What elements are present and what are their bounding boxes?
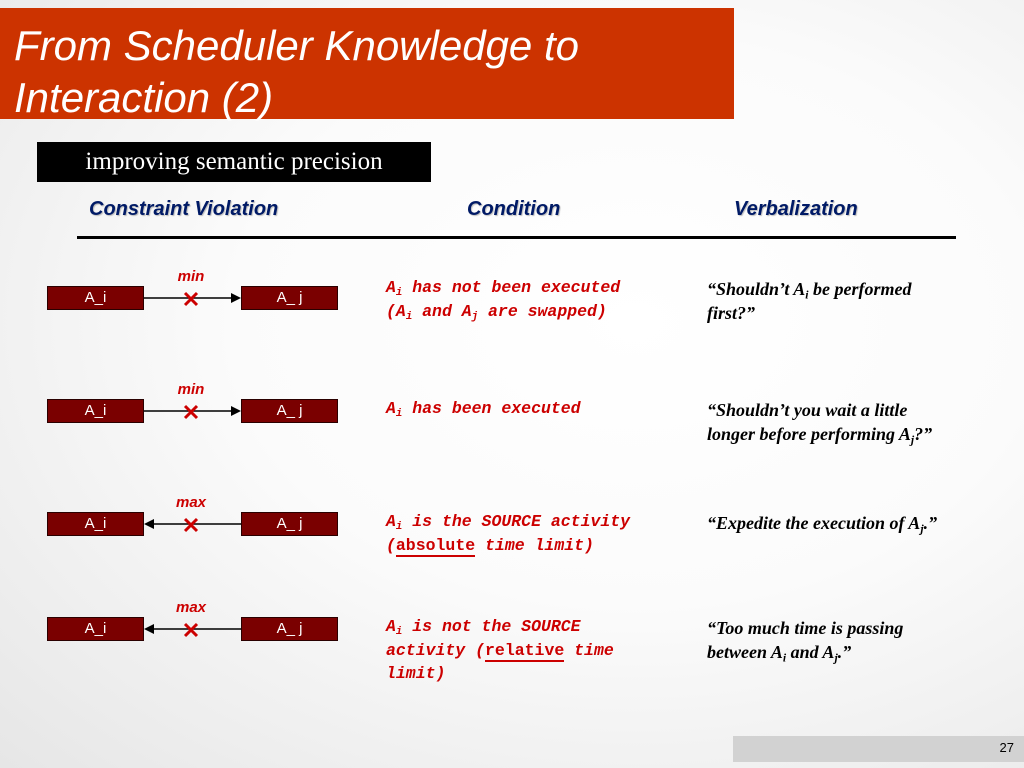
constraint-label: min xyxy=(177,381,205,398)
subtitle-box xyxy=(37,142,431,182)
header-divider xyxy=(77,236,956,239)
header-condition: Condition xyxy=(467,198,561,220)
footer-bar xyxy=(733,736,1024,762)
activity-box-right: A_ j xyxy=(241,286,338,310)
slide-title-line2: Interaction (2) xyxy=(14,74,274,121)
verbalization-text: “Shouldn’t you wait a little longer before performing $A_j$?” xyxy=(707,400,933,447)
constraint-diagram xyxy=(40,494,350,554)
cross-icon xyxy=(40,381,350,441)
underlined-term: absolute xyxy=(395,535,476,555)
header-verbalization: Verbalization xyxy=(734,198,858,220)
condition-text: $A_i$ is the SOURCE activity (absolute time limit) xyxy=(386,512,631,555)
subtitle: improving semantic precision xyxy=(85,148,383,175)
condition-text: $A_i$ has not been executed ($A_i$ and $A_j$ are swapped) xyxy=(386,278,621,323)
page-number: 27 xyxy=(999,740,1014,755)
constraint-label: min xyxy=(177,268,205,285)
condition-text: $A_i$ is not the SOURCE activity (relative time limit) xyxy=(386,617,614,683)
title-bar xyxy=(0,8,734,119)
verbalization-text: “Shouldn’t $A_i$ be performed first?” xyxy=(707,279,912,323)
verbalization-text: “Expedite the execution of $A_j$.” xyxy=(707,513,938,536)
underlined-term: relative xyxy=(485,640,565,660)
cross-icon xyxy=(40,268,350,328)
slide-title xyxy=(14,20,714,124)
constraint-diagram xyxy=(40,268,350,328)
cross-icon xyxy=(40,494,350,554)
activity-box-right: A_ j xyxy=(241,512,338,536)
slide-title-line1: From Scheduler Knowledge to xyxy=(14,22,579,69)
activity-box-left: A_i xyxy=(47,286,144,310)
constraint-label: max xyxy=(175,599,207,616)
constraint-diagram xyxy=(40,381,350,441)
constraint-diagram xyxy=(40,599,350,659)
activity-box-right: A_ j xyxy=(241,399,338,423)
header-constraint-violation: Constraint Violation xyxy=(89,198,279,220)
constraint-label: max xyxy=(175,494,207,511)
activity-box-right: A_ j xyxy=(241,617,338,641)
activity-box-left: A_i xyxy=(47,399,144,423)
activity-box-left: A_i xyxy=(47,617,144,641)
condition-text: $A_i$ has been executed xyxy=(386,399,581,421)
activity-box-left: A_i xyxy=(47,512,144,536)
cross-icon xyxy=(40,599,350,659)
verbalization-text: “Too much time is passing between $A_i$ and $A_j$.” xyxy=(707,618,904,665)
